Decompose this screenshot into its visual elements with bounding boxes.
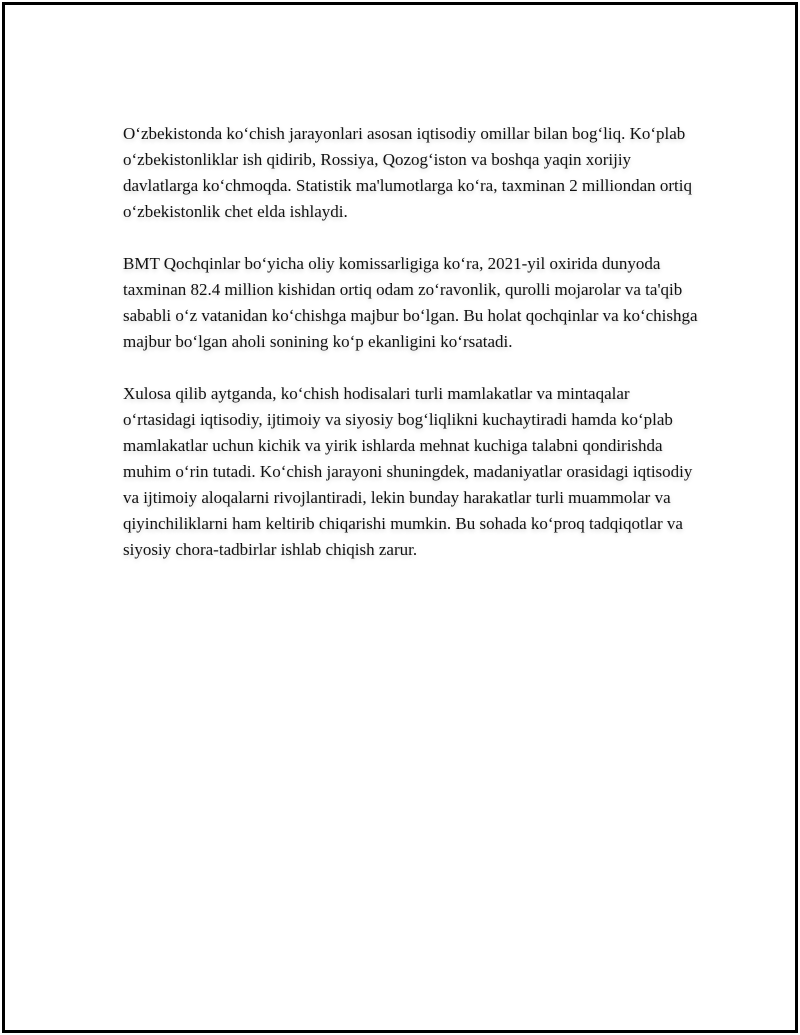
document-body [123,121,703,589]
page-frame [2,2,798,1033]
paragraph-2: BMT Qochqinlar bo‘yicha oliy komissarligiga ko‘ra, 2021-yil oxirida dunyoda taxminan 82.4 million kishidan ortiq odam zo‘ravonlik, qurolli mojarolar va ta'qib sababli o‘z vatanidan ko‘chishga majbur bo‘lgan. Bu holat qochqinlar va ko‘chishga majbur bo‘lgan aholi sonining ko‘p ekanligini ko‘rsatadi. [123,254,698,351]
paragraph-1: O‘zbekistonda ko‘chish jarayonlari asosan iqtisodiy omillar bilan bog‘liq. Ko‘plab o‘zbekistonliklar ish qidirib, Rossiya, Qozog‘iston va boshqa yaqin xorijiy davlatlarga ko‘chmoqda. Statistik ma'lumotlarga ko‘ra, taxminan 2 milliondan ortiq o‘zbekistonlik chet elda ishlaydi. [123,124,692,221]
paragraph-3: Xulosa qilib aytganda, ko‘chish hodisalari turli mamlakatlar va mintaqalar o‘rtasidagi iqtisodiy, ijtimoiy va siyosiy bog‘liqlikni kuchaytiradi hamda ko‘plab mamlakatlar uchun kichik va yirik ishlarda mehnat kuchiga talabni qondirishda muhim o‘rin tutadi. Ko‘chish jarayoni shuningdek, madaniyatlar orasidagi iqtisodiy va ijtimoiy aloqalarni rivojlantiradi, lekin bunday harakatlar turli muammolar va qiyinchiliklarni ham keltirib chiqarishi mumkin. Bu sohada ko‘proq tadqiqotlar va siyosiy chora-tadbirlar ishlab chiqish zarur. [123,384,693,559]
